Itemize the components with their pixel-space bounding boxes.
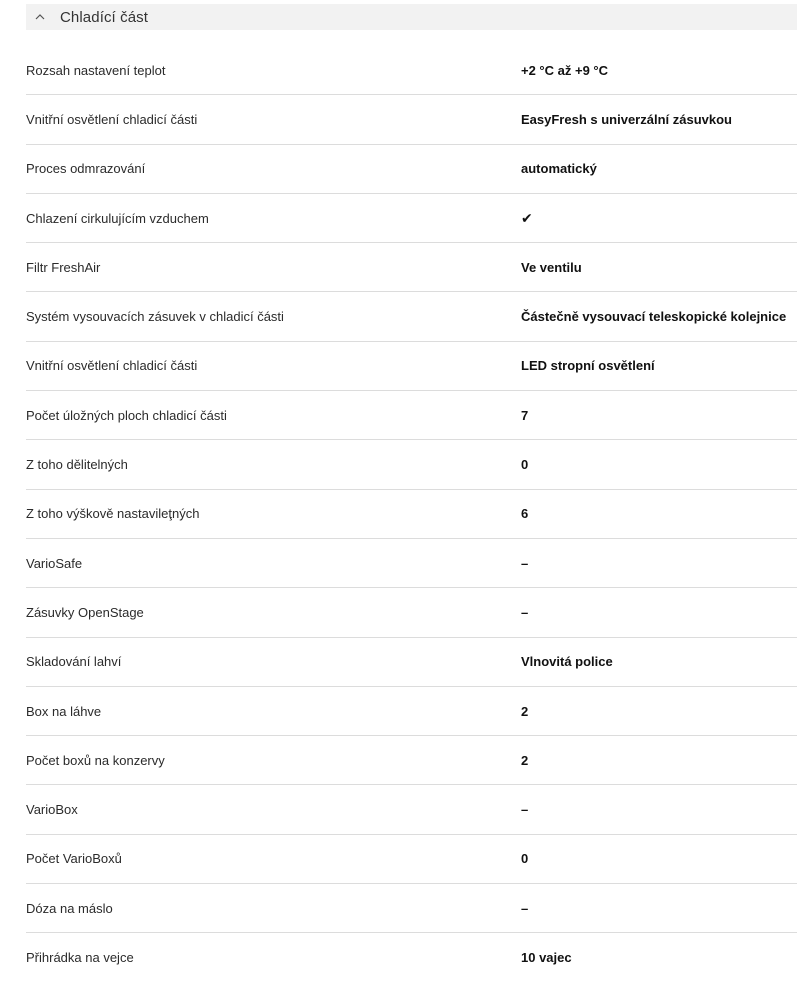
spec-row — [26, 638, 797, 687]
spec-value: 0 — [521, 851, 529, 867]
spec-label: Vnitřní osvětlení chladicí části — [26, 358, 198, 374]
spec-label: Systém vysouvacích zásuvek v chladicí části — [26, 309, 284, 325]
spec-label: Vnitřní osvětlení chladicí části — [26, 111, 198, 127]
spec-value: 2 — [521, 752, 529, 768]
spec-list — [26, 46, 797, 983]
chevron-up-icon — [35, 12, 45, 22]
spec-label: Přihrádka na vejce — [26, 950, 134, 966]
spec-row — [26, 292, 797, 341]
spec-value: automatický — [521, 161, 597, 177]
spec-value: Vlnovitá police — [521, 654, 613, 670]
spec-row — [26, 342, 797, 391]
spec-value: LED stropní osvětlení — [521, 358, 655, 374]
spec-label: Z toho výškově nastavileţných — [26, 506, 200, 522]
spec-value: 0 — [521, 457, 529, 473]
spec-row — [26, 243, 797, 292]
spec-label: VarioBox — [26, 802, 78, 818]
spec-row — [26, 145, 797, 194]
spec-row — [26, 785, 797, 834]
spec-row — [26, 391, 797, 440]
spec-label: Filtr FreshAir — [26, 259, 101, 275]
spec-value: +2 °C až +9 °C — [521, 62, 608, 78]
spec-row — [26, 687, 797, 736]
spec-label: Rozsah nastavení teplot — [26, 62, 166, 78]
spec-value: – — [521, 604, 529, 620]
spec-value: Ve ventilu — [521, 259, 582, 275]
section-header-toggle[interactable] — [26, 4, 797, 30]
spec-label: Z toho dělitelných — [26, 457, 128, 473]
spec-row — [26, 440, 797, 489]
spec-row — [26, 588, 797, 637]
spec-value: 7 — [521, 407, 529, 423]
spec-label: Proces odmrazování — [26, 161, 146, 177]
spec-label: Zásuvky OpenStage — [26, 604, 144, 620]
spec-row — [26, 736, 797, 785]
spec-label: Počet boxů na konzervy — [26, 752, 165, 768]
check-icon: ✔ — [521, 209, 533, 226]
spec-label: Box na láhve — [26, 703, 102, 719]
spec-value: 2 — [521, 703, 529, 719]
spec-value: 10 vajec — [521, 950, 572, 966]
spec-value: – — [521, 802, 529, 818]
spec-row — [26, 95, 797, 144]
spec-label: VarioSafe — [26, 555, 83, 571]
spec-value: Částečně vysouvací teleskopické kolejnice — [521, 309, 787, 325]
spec-value: EasyFresh s univerzální zásuvkou — [521, 111, 732, 127]
spec-label: Počet VarioBoxů — [26, 851, 122, 867]
spec-row — [26, 933, 797, 982]
spec-row — [26, 46, 797, 95]
spec-value: – — [521, 555, 529, 571]
spec-label: Dóza na máslo — [26, 900, 113, 916]
spec-row — [26, 539, 797, 588]
spec-label: Skladování lahví — [26, 654, 122, 670]
spec-value: – — [521, 900, 529, 916]
spec-value: 6 — [521, 506, 529, 522]
spec-row — [26, 884, 797, 933]
spec-label: Počet úložných ploch chladicí části — [26, 407, 227, 423]
spec-row — [26, 194, 797, 243]
spec-row — [26, 835, 797, 884]
section-title: Chladící část — [60, 8, 149, 26]
spec-row — [26, 490, 797, 539]
spec-label: Chlazení cirkulujícím vzduchem — [26, 210, 209, 226]
